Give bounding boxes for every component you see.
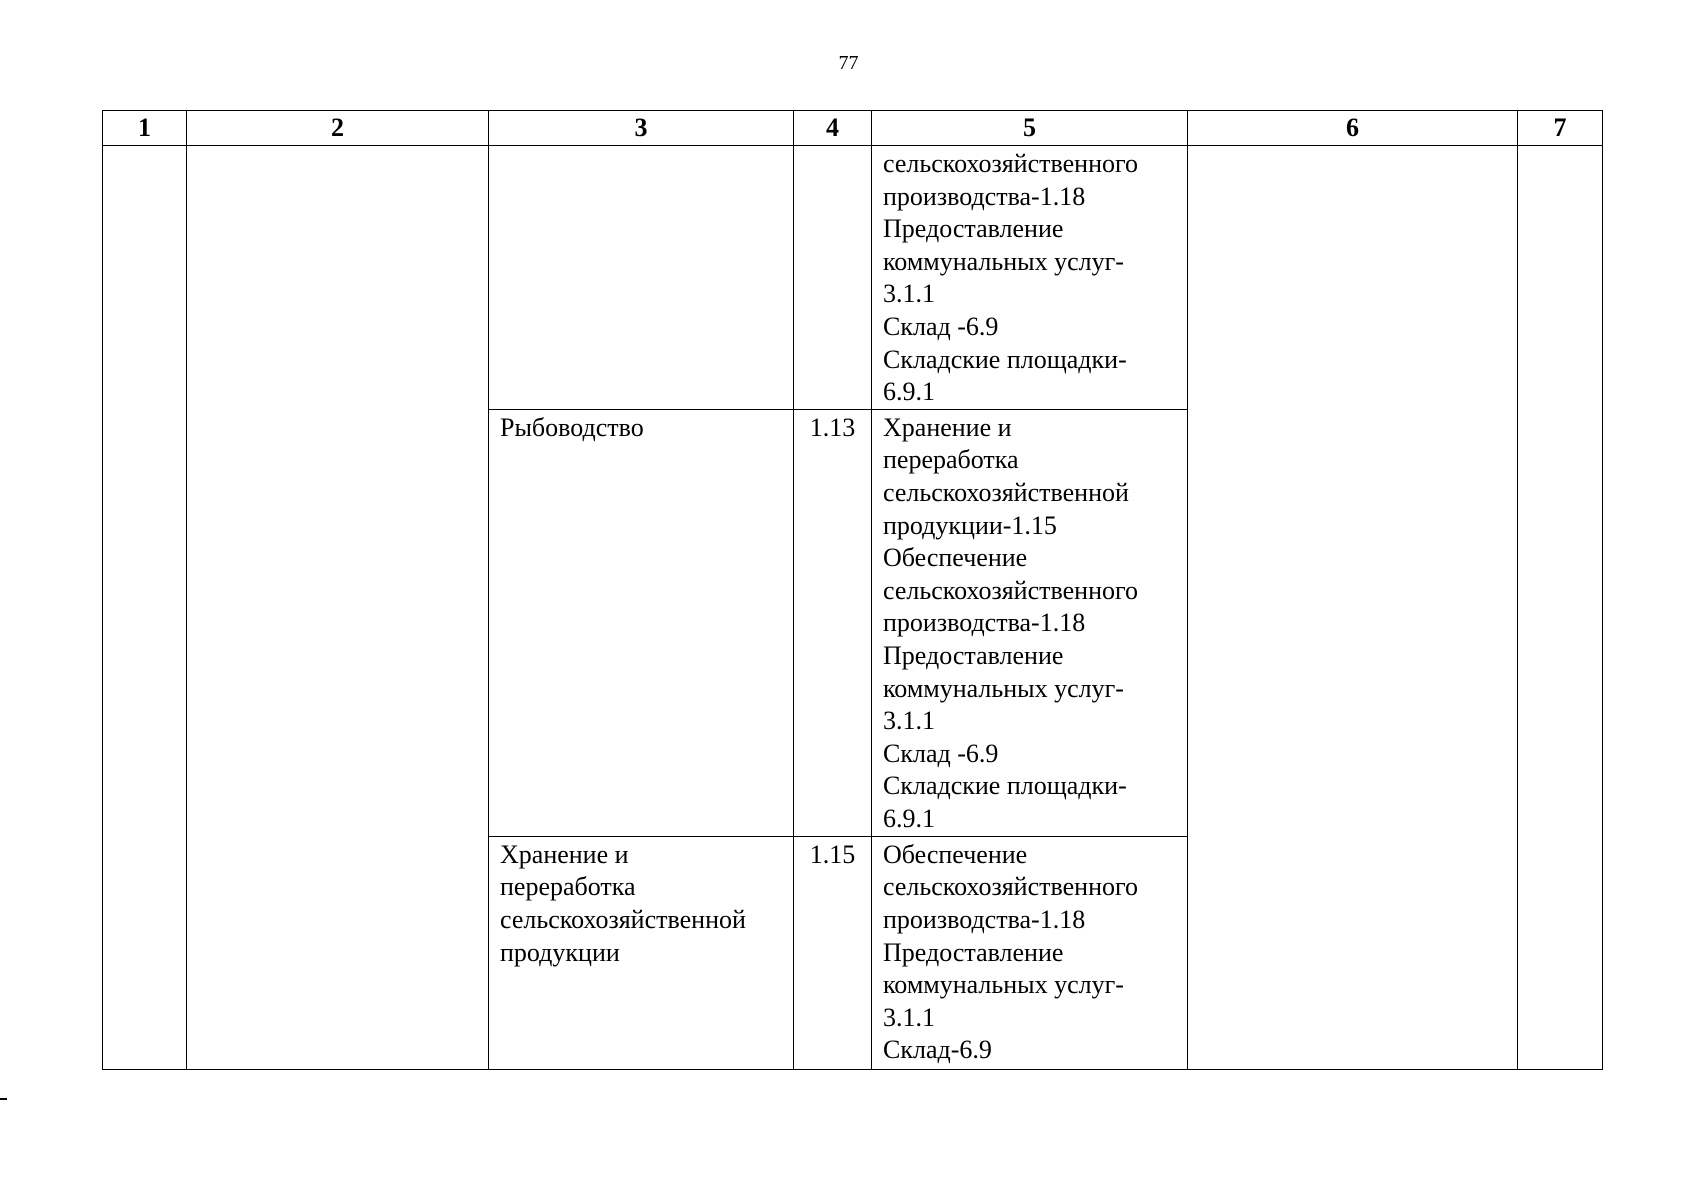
table-header-row [103,111,1603,146]
table-cell: 1.13 [794,409,872,836]
permitted-uses-list: Обеспечение сельскохозяйственного производства-1.18 Предоставление коммунальных услуг- 3.1.1 Склад-6.9 [883,839,1138,1065]
column-header: 5 [872,111,1188,146]
table-cell [872,836,1188,1069]
permitted-uses-list: сельскохозяйственного производства-1.18 Предоставление коммунальных услуг- 3.1.1 Склад -6.9 Складские площадки- 6.9.1 [883,149,1138,407]
margin-mark [0,1098,7,1100]
table-cell [794,146,872,410]
table-cell [872,409,1188,836]
table-cell [489,836,794,1069]
table-cell: Рыбоводство [489,409,794,836]
column-header: 6 [1188,111,1518,146]
column-header: 4 [794,111,872,146]
table-cell: 1.15 [794,836,872,1069]
column-header: 3 [489,111,794,146]
document-table [102,110,1603,1070]
column-header: 7 [1518,111,1603,146]
column-header: 1 [103,111,187,146]
land-use-name: Хранение и переработка сельскохозяйственной продукции [500,839,746,967]
permitted-uses-list: Хранение и переработка сельскохозяйственной продукции-1.15 Обеспечение сельскохозяйственного производства-1.18 Предоставление коммунальных услуг- 3.1.1 Склад -6.9 Складские площадки- 6.9.1 [883,412,1138,833]
column-header: 2 [187,111,489,146]
table-cell [103,146,187,1070]
table-cell [187,146,489,1070]
table-cell [489,146,794,410]
table-cell [1188,146,1518,1070]
table-cell [1518,146,1603,1070]
table-row [103,146,1603,410]
table-cell [872,146,1188,410]
page-number: 77 [838,52,859,74]
